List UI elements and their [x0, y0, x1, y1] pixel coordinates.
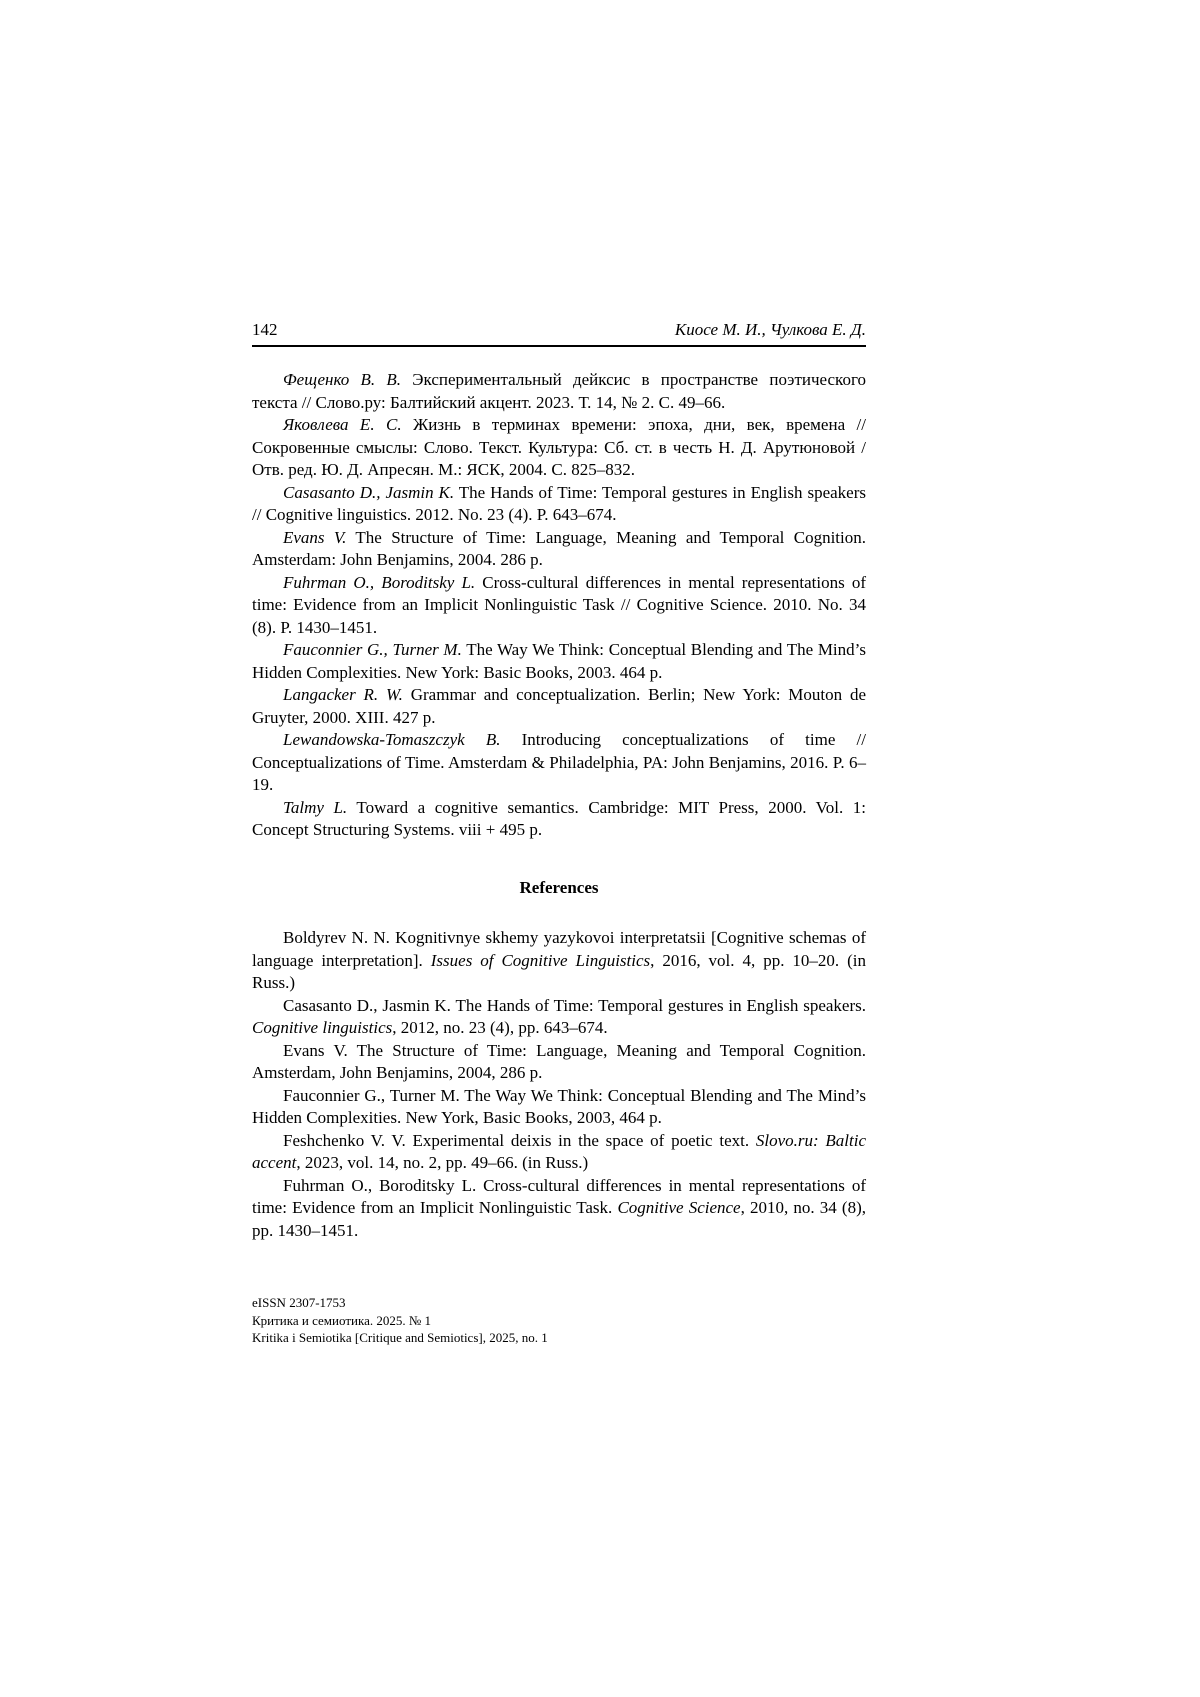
footer-journal-ru: Критика и семиотика. 2025. № 1 [252, 1312, 432, 1328]
reference-entry: Evans V. The Structure of Time: Language, Meaning and Temporal Cognition. Amsterdam, John Benjamins, 2004, 286 p. [252, 1040, 866, 1082]
bibliography-entry: Langacker R. W. Grammar and conceptualization. Berlin; New York: Mouton de Gruyter, 2000. XIII. 427 p. [252, 685, 866, 727]
running-head: Киосе М. И., Чулкова Е. Д. [674, 320, 866, 339]
bibliography-entry: Fuhrman O., Boroditsky L. Cross-cultural differences in mental representations of time: Evidence from an Implicit Nonlinguistic Task // Cognitive Science. 2010. No. 34 (8). P. 1430–1451. [252, 572, 867, 637]
footer-journal-en: Kritika i Semiotika [Critique and Semiotics], 2025, no. 1 [252, 1330, 548, 1345]
bibliography-entry: Яковлева Е. С. Жизнь в терминах времени: эпоха, дни, век, времена // Сокровенные смыслы: Слово. Текст. Культура: Сб. ст. в честь Н. Д. Арутюновой / Отв. ред. Ю. Д. Апресян. М.: ЯСК, 2004. С. 825–832. [252, 415, 866, 479]
bibliography-entry: Fauconnier G., Turner M. The Way We Think: Conceptual Blending and The Mind’s Hidden Complexities. New York: Basic Books, 2003. 464 p. [252, 640, 866, 682]
bibliography-ru-section [252, 369, 866, 842]
bibliography-entry: Фещенко В. В. Экспериментальный дейксис в пространстве поэтического текста // Слово.ру: Балтийский акцент. 2023. Т. 14, № 2. С. 49–66. [252, 370, 866, 412]
footer-eissn: eISSN 2307-1753 [252, 1295, 346, 1310]
references-heading: References [519, 877, 599, 897]
reference-entry: Casasanto D., Jasmin K. The Hands of Time: Temporal gestures in English speakers. Cognitive linguistics, 2012, no. 23 (4), pp. 643–674. [252, 995, 866, 1037]
bibliography-entry: Talmy L. Toward a cognitive semantics. Cambridge: MIT Press, 2000. Vol. 1: Concept Structuring Systems. viii + 495 p. [252, 797, 866, 839]
reference-entry: Fauconnier G., Turner M. The Way We Think: Conceptual Blending and The Mind’s Hidden Complexities. New York, Basic Books, 2003, 464 p. [252, 1085, 866, 1127]
page-footer [252, 1294, 548, 1347]
bibliography-entry: Lewandowska-Tomaszczyk B. Introducing conceptualizations of time // Conceptualizations of Time. Amsterdam & Philadelphia, PA: John Benjamins, 2016. P. 6–19. [252, 730, 866, 794]
reference-entry: Boldyrev N. N. Kognitivnye skhemy yazykovoi interpretatsii [Cognitive schemas of language interpretation]. Issues of Cognitive Linguistics, 2016, vol. 4, pp. 10–20. (in Russ.) [252, 928, 866, 992]
references-section [252, 927, 866, 1242]
page-number: 142 [252, 320, 278, 339]
bibliography-entry: Casasanto D., Jasmin K. The Hands of Time: Temporal gestures in English speakers // Cognitive linguistics. 2012. No. 23 (4). P. 643–674. [252, 482, 866, 524]
page-header [252, 320, 866, 347]
reference-entry: Fuhrman O., Boroditsky L. Cross-cultural differences in mental representations of time: Evidence from an Implicit Nonlinguistic Task. Cognitive Science, 2010, no. 34 (8), pp. 1430–1451. [252, 1175, 866, 1240]
page-content [252, 320, 866, 1242]
reference-entry: Feshchenko V. V. Experimental deixis in the space of poetic text. Slovo.ru: Baltic accent, 2023, vol. 14, no. 2, pp. 49–66. (in Russ.) [252, 1130, 866, 1172]
bibliography-entry: Evans V. The Structure of Time: Language, Meaning and Temporal Cognition. Amsterdam: John Benjamins, 2004. 286 p. [252, 527, 866, 569]
